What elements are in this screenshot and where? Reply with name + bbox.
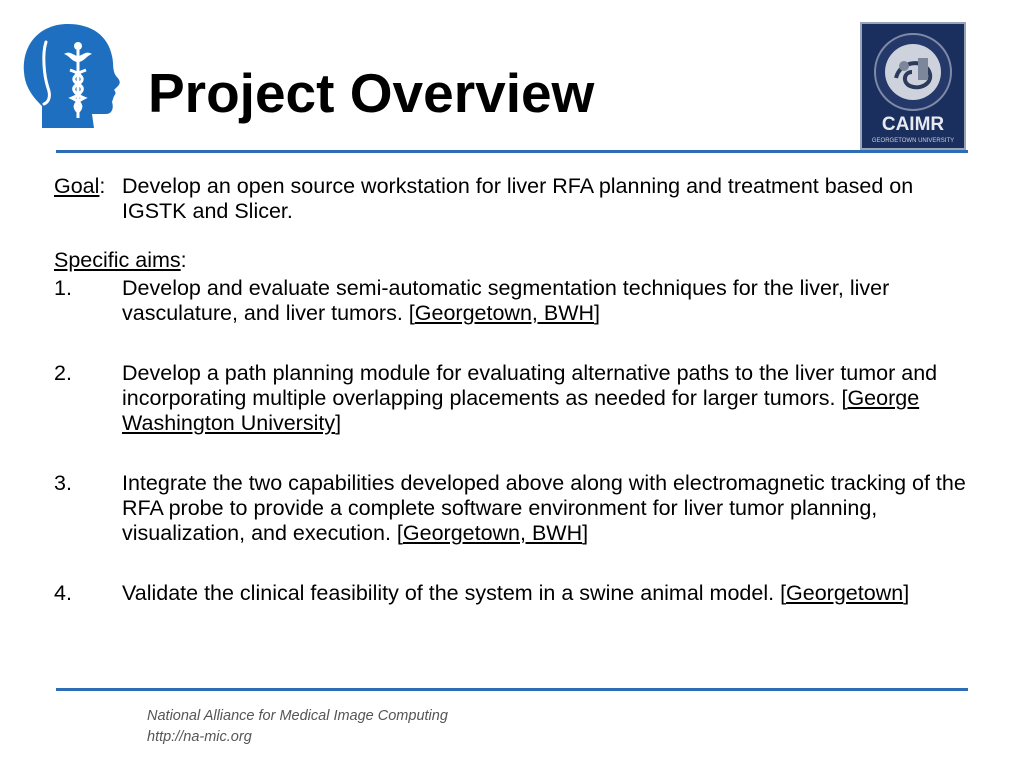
slicer-logo bbox=[20, 22, 124, 130]
aim-text: Develop and evaluate semi-automatic segmentation techniques for the liver, liver vasculature, and liver tumors. bbox=[122, 276, 890, 325]
caimr-subtext: GEORGETOWN UNIVERSITY bbox=[871, 138, 955, 144]
aim-reference-link[interactable]: Georgetown, BWH bbox=[402, 521, 583, 545]
title-divider bbox=[56, 150, 968, 153]
aim-reference-link[interactable]: Georgetown, BWH bbox=[414, 301, 595, 325]
aim-text: Integrate the two capabilities developed above along with electromagnetic tracking of the RFA probe to provide a complete software environment for liver tumor planning, visualization, and execution. bbox=[122, 471, 966, 545]
aim-number: 1. bbox=[54, 276, 72, 300]
aim-number: 2. bbox=[54, 361, 72, 385]
footer-url[interactable]: http://na-mic.org bbox=[147, 729, 252, 745]
aim-item: 3. Integrate the two capabilities developed above along with electromagnetic tracking of the RFA probe to provide a complete software environment for liver tumor planning, visualization, and execution. [Georgetown, BWH] bbox=[54, 471, 966, 545]
footer-divider bbox=[56, 688, 968, 691]
aim-reference-link[interactable]: George Washington University bbox=[122, 386, 920, 435]
caimr-logo bbox=[860, 22, 966, 150]
caimr-text: CAIMR bbox=[881, 114, 945, 135]
goal-paragraph: Goal: Develop an open source workstation for liver RFA planning and treatment based on IGSTK and Slicer. bbox=[54, 174, 974, 224]
aim-text: Validate the clinical feasibility of the system in a swine animal model. bbox=[122, 581, 781, 605]
page-title: Project Overview bbox=[148, 62, 595, 124]
slide-body bbox=[54, 174, 974, 606]
goal-text: Develop an open source workstation for liver RFA planning and treatment based on IGSTK and Slicer. bbox=[122, 174, 914, 223]
head-caduceus-icon bbox=[20, 22, 124, 130]
goal-label: Goal bbox=[54, 174, 100, 198]
aim-item: 2. Develop a path planning module for evaluating alternative paths to the liver tumor and incorporating multiple overlapping placements as needed for larger tumors. [George Washington University] bbox=[54, 361, 938, 435]
specific-aims-label: Specific aims bbox=[54, 248, 181, 272]
aim-item: 4. Validate the clinical feasibility of the system in a swine animal model. [Georgetown] bbox=[54, 581, 910, 605]
aim-item: 1. Develop and evaluate semi-automatic segmentation techniques for the liver, liver vasculature, and liver tumors. [Georgetown, BWH] bbox=[54, 276, 890, 325]
footer bbox=[147, 706, 448, 748]
caimr-badge-icon bbox=[860, 22, 966, 150]
aim-number: 3. bbox=[54, 471, 72, 495]
aim-text: Develop a path planning module for evaluating alternative paths to the liver tumor and incorporating multiple overlapping placements as needed for larger tumors. bbox=[122, 361, 938, 410]
footer-org: National Alliance for Medical Image Computing bbox=[147, 708, 448, 724]
aim-number: 4. bbox=[54, 581, 72, 605]
aim-reference-link[interactable]: Georgetown bbox=[786, 581, 904, 605]
specific-aims-heading: Specific aims: bbox=[54, 248, 187, 272]
